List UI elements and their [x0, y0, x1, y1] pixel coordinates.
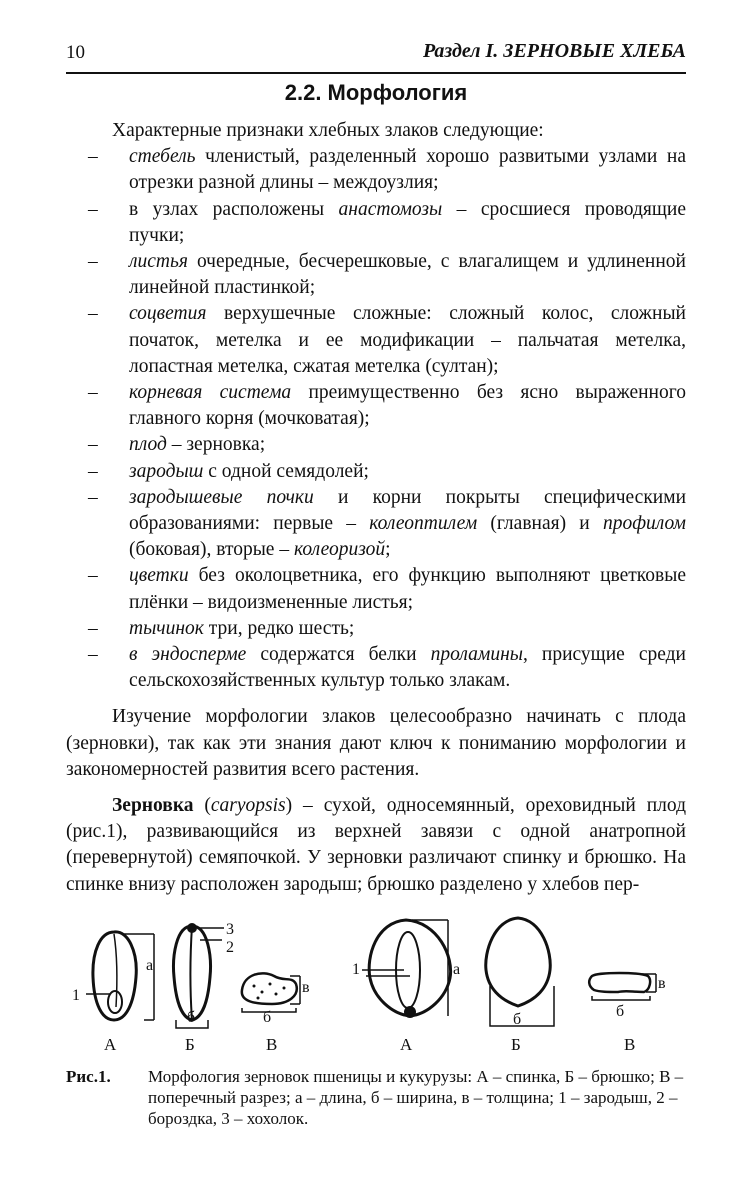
corn-embryo-number: 1 — [352, 961, 360, 978]
wheat-a-length-label: а — [146, 957, 154, 974]
list-item: – в эндосперме содержатся белки проламины, присущие среди сельскохозяйственных культур только злакам. — [88, 644, 686, 692]
section-title: Раздел I. ЗЕРНОВЫЕ ХЛЕБА — [422, 40, 686, 62]
corn-back-letter: А — [400, 1035, 413, 1054]
running-header — [66, 38, 686, 70]
corn-b2-width-label: б — [616, 1003, 625, 1020]
corn-section-letter: В — [624, 1035, 636, 1054]
page-title: 2.2. Морфология — [284, 80, 468, 105]
caption-label: Рис.1. — [66, 1067, 111, 1086]
list-item: – соцветия верхушечные сложные: сложный колос, сложный початок, метелка и ее модификации – пальчатая метелка, лопастная метелка, сжатая метелка (султан); — [88, 303, 686, 377]
wheat-section-letter: В — [266, 1035, 278, 1054]
list-item: – корневая система преимущественно без ясно выраженного главного корня (мочковатая); — [88, 382, 686, 430]
header-rule — [66, 72, 686, 74]
list-item: – в узлах расположены анастомозы – сросшиеся проводящие пучки; — [88, 198, 686, 246]
caption-text: Морфология зерновок пшеницы и кукурузы: А – спинка, Б – брюшко; В – поперечный разрез; а – длина, б – ширина, в – толщина; 1 – зародыш, 2 – бороздка, 3 – хохолок. — [148, 1067, 684, 1128]
page-number: 10 — [66, 42, 85, 63]
corn-c-thickness-label: в — [658, 975, 666, 992]
latin-term: caryopsis — [210, 795, 286, 817]
list-item: – зародышевые почки и корни покрыты специфическими образованиями: первые – колеоптилем (главная) и профилом (боковая), вторые – колеоризой; — [88, 486, 687, 561]
wheat-back-view — [86, 932, 154, 1020]
wheat-belly-letter: Б — [185, 1035, 195, 1054]
wheat-b-width-label: б — [187, 1009, 196, 1026]
grain-morphology-drawing — [66, 912, 706, 1062]
list-item: – тычинок три, редко шесть; — [88, 617, 355, 639]
corn-back-view — [362, 920, 451, 1017]
feature-list — [66, 144, 686, 694]
list-item: – листья очередные, бесчерешковые, с влагалищем и удлиненной линейной пластинкой; — [88, 251, 686, 299]
corn-a-length-label: а — [453, 961, 461, 978]
wheat-embryo-number: 1 — [72, 987, 80, 1004]
wheat-tuft-number: 3 — [226, 921, 234, 938]
wheat-b2-width-label: б — [263, 1009, 272, 1026]
wheat-belly-view — [174, 924, 224, 1028]
term-caryopsis: Зерновка — [112, 795, 194, 817]
wheat-back-letter: А — [104, 1035, 117, 1054]
body-text — [66, 118, 686, 898]
list-item: – цветки без околоцветника, его функцию выполняют цветковые плёнки – видоизмененные листья; — [88, 565, 686, 613]
corn-belly-view — [486, 918, 554, 1026]
wheat-groove-number: 2 — [226, 939, 234, 956]
figure-1 — [66, 912, 706, 1062]
corn-cross-section — [589, 973, 656, 1000]
paragraph-caryopsis: Зерновка (caryopsis) – сухой, односемянный, ореховидный плод (рис.1), развивающийся из верхней завязи с одной анатропной (перевернутой) семяпочкой. У зерновки различают спинку и брюшко. На спинке внизу расположен зародыш; брюшко разделено у хлебов пер- — [66, 795, 686, 895]
list-item: – зародыш с одной семядолей; — [88, 460, 369, 482]
corn-belly-letter: Б — [511, 1035, 521, 1054]
corn-b-width-label: б — [513, 1011, 522, 1028]
paragraph-study: Изучение морфологии злаков целесообразно начинать с плода (зерновки), так как эти знания дают ключ к пониманию морфологии и закономерностей развития всего растения. — [66, 706, 686, 780]
wheat-c-thickness-label: в — [302, 979, 310, 996]
list-item: – стебель членистый, разделенный хорошо развитыми узлами на отрезки разной длины – междоузлия; — [88, 146, 686, 194]
intro-paragraph: Характерные признаки хлебных злаков следующие: — [112, 120, 544, 141]
wheat-cross-section — [242, 973, 300, 1012]
list-item: – плод – зерновка; — [88, 434, 266, 456]
